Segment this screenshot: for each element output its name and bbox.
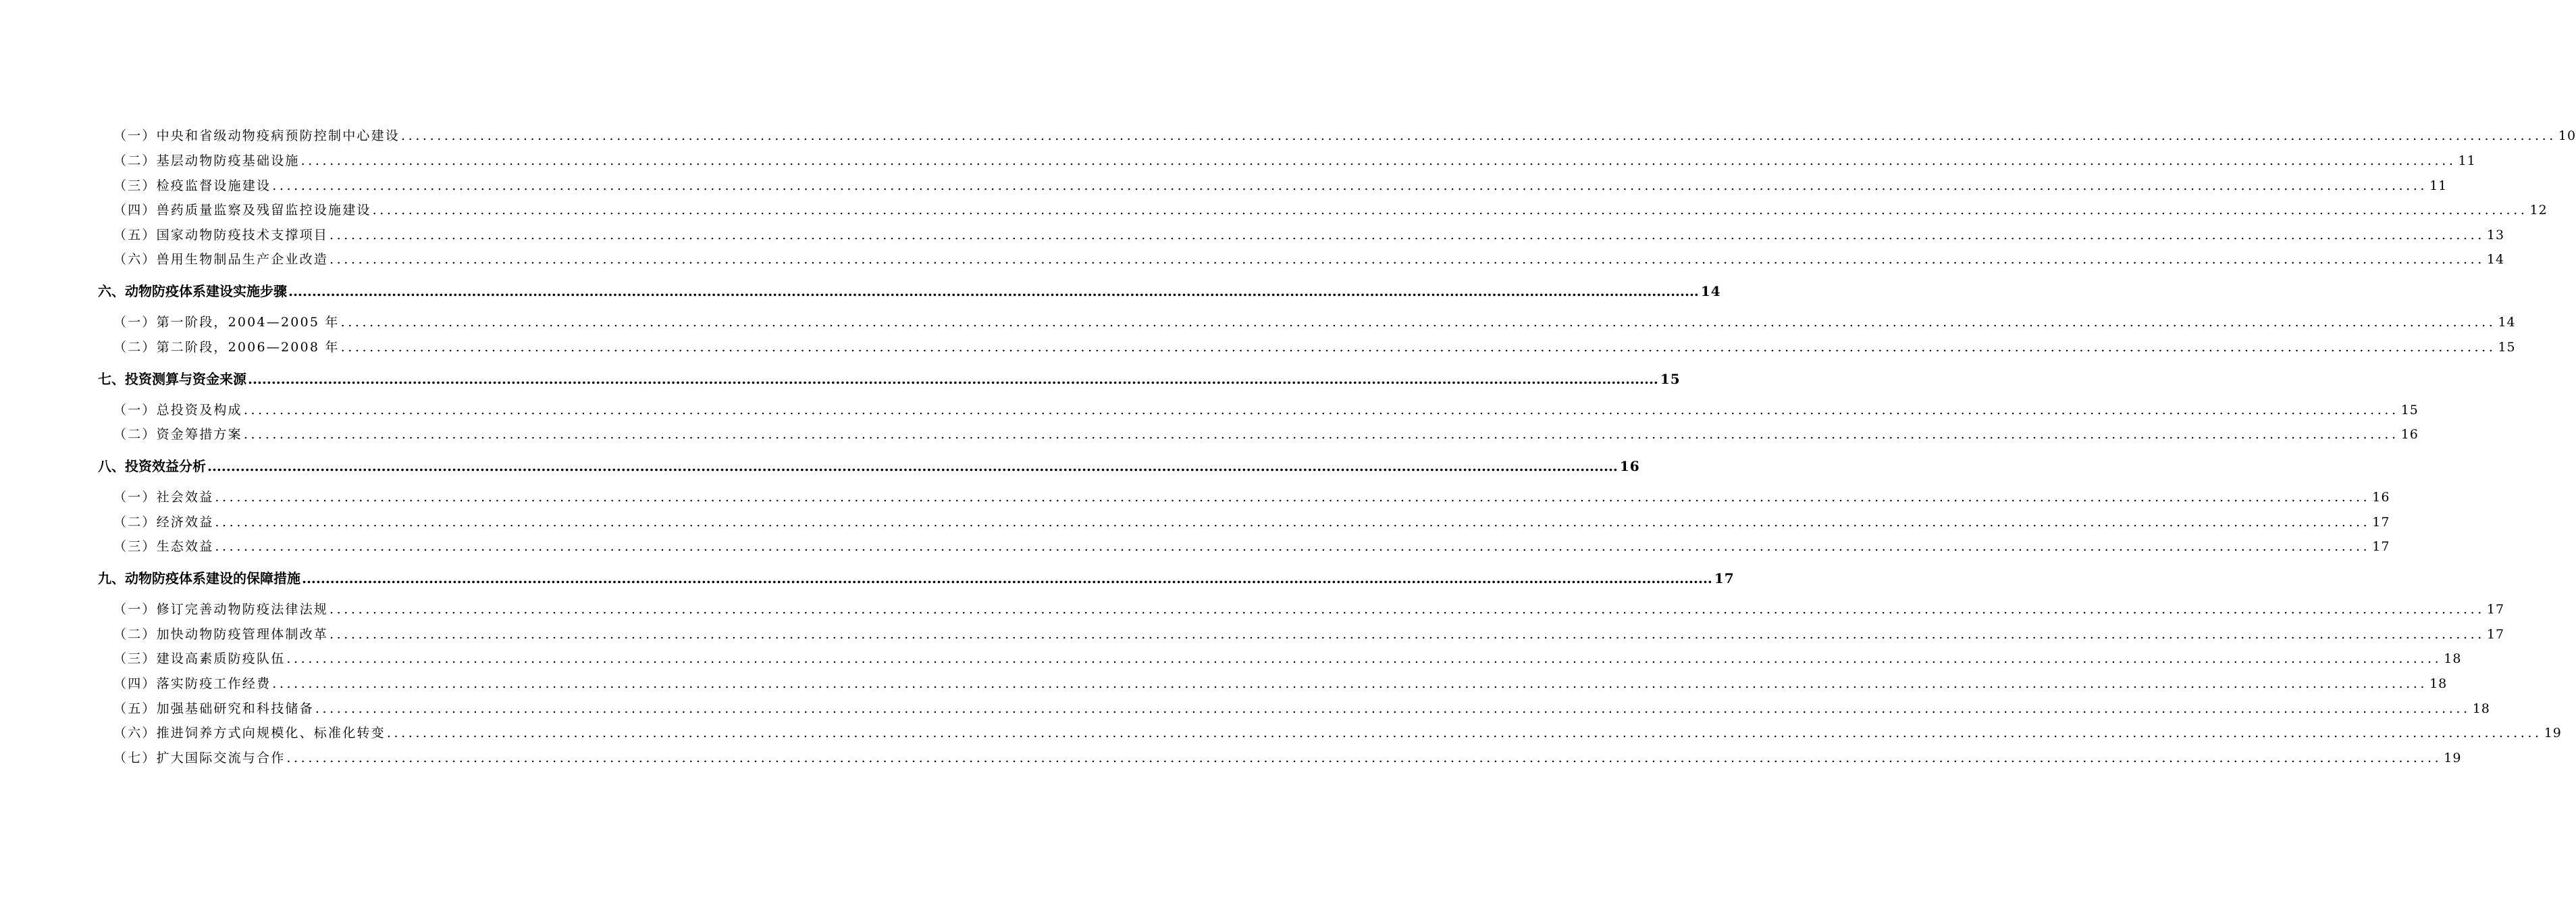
- toc-entry-page: 16: [2400, 427, 2419, 442]
- dot-leader: ............................................................................................................................................................................................................................................................................................................: [288, 283, 1699, 299]
- toc-entry-title: （二）基层动物防疫基础设施: [113, 153, 300, 168]
- toc-entry[interactable]: [113, 126, 2576, 144]
- dot-leader: ............................................................................................................................................................................................................................................................................................................: [386, 726, 2542, 740]
- toc-entry[interactable]: [113, 487, 2390, 505]
- toc-entry-title: （三）检疫监督设施建设: [113, 178, 271, 193]
- dot-leader: ............................................................................................................................................................................................................................................................................................................: [330, 252, 2485, 267]
- dot-leader: ............................................................................................................................................................................................................................................................................................................: [215, 539, 2371, 554]
- toc-entry[interactable]: [113, 748, 2462, 766]
- toc-entry[interactable]: [113, 337, 2516, 355]
- toc-entry-page: 12: [2529, 203, 2548, 218]
- toc-entry-page: 19: [2544, 726, 2562, 740]
- toc-entry-page: 14: [2486, 252, 2505, 267]
- toc-entry[interactable]: [113, 699, 2490, 717]
- toc-entry-page: 18: [2472, 701, 2490, 716]
- dot-leader: ............................................................................................................................................................................................................................................................................................................: [286, 651, 2442, 666]
- toc-entry-title: （四）兽药质量监察及残留监控设施建设: [113, 203, 371, 218]
- toc-entry-title: （七）扩大国际交流与合作: [113, 751, 286, 765]
- toc-section[interactable]: [98, 368, 1681, 388]
- toc-entry-page: 10: [2558, 128, 2576, 143]
- dot-leader: ............................................................................................................................................................................................................................................................................................................: [315, 701, 2471, 716]
- toc-section-title: 七、投资测算与资金来源: [98, 371, 246, 387]
- dot-leader: ............................................................................................................................................................................................................................................................................................................: [401, 128, 2556, 143]
- toc-section-title: 八、投资效益分析: [98, 458, 206, 474]
- toc-entry-title: （六）推进饲养方式向规模化、标准化转变: [113, 726, 386, 740]
- toc-entry[interactable]: [113, 151, 2476, 169]
- toc-entry-title: （二）经济效益: [113, 515, 214, 530]
- toc-entry-title: （三）建设高素质防疫队伍: [113, 651, 286, 666]
- toc-entry[interactable]: [113, 512, 2390, 530]
- toc-entry-title: （四）落实防疫工作经费: [113, 676, 271, 691]
- toc-entry-page: 17: [2372, 539, 2390, 554]
- toc-section-page: 17: [1714, 570, 1735, 586]
- dot-leader: ............................................................................................................................................................................................................................................................................................................: [207, 458, 1618, 474]
- toc-entry[interactable]: [113, 200, 2548, 218]
- dot-leader: ............................................................................................................................................................................................................................................................................................................: [248, 371, 1658, 387]
- toc-entry-page: 15: [2400, 403, 2419, 418]
- toc-entry[interactable]: [113, 723, 2562, 741]
- dot-leader: ............................................................................................................................................................................................................................................................................................................: [340, 315, 2496, 330]
- toc-entry-title: （一）社会效益: [113, 490, 214, 505]
- toc-entry-page: 15: [2498, 340, 2516, 355]
- toc-entry-page: 18: [2429, 676, 2448, 691]
- toc-entry[interactable]: [113, 176, 2448, 194]
- dot-leader: ............................................................................................................................................................................................................................................................................................................: [286, 751, 2442, 765]
- toc-section[interactable]: [98, 280, 1721, 300]
- dot-leader: ............................................................................................................................................................................................................................................................................................................: [215, 490, 2371, 505]
- toc-entry-page: 11: [2458, 153, 2476, 168]
- toc-entry-page: 13: [2486, 228, 2505, 243]
- dot-leader: ............................................................................................................................................................................................................................................................................................................: [243, 403, 2399, 418]
- toc-entry-title: （一）修订完善动物防疫法律法规: [113, 602, 329, 617]
- toc-entry-title: （五）国家动物防疫技术支撑项目: [113, 228, 329, 243]
- toc-section[interactable]: [98, 455, 1640, 475]
- toc-entry-page: 17: [2486, 602, 2505, 617]
- toc-entry-title: （三）生态效益: [113, 539, 214, 554]
- toc-entry-page: 18: [2444, 651, 2462, 666]
- dot-leader: ............................................................................................................................................................................................................................................................................................................: [340, 340, 2496, 355]
- toc-entry[interactable]: [113, 249, 2505, 268]
- toc-entry-title: （五）加强基础研究和科技储备: [113, 701, 314, 716]
- toc-entry-title: （一）第一阶段，2004—2005 年: [113, 315, 340, 330]
- dot-leader: ............................................................................................................................................................................................................................................................................................................: [330, 602, 2485, 617]
- toc-entry-title: （二）资金筹措方案: [113, 427, 242, 442]
- toc-entry-title: （二）加快动物防疫管理体制改革: [113, 627, 329, 642]
- dot-leader: ............................................................................................................................................................................................................................................................................................................: [272, 676, 2428, 691]
- toc-entry[interactable]: [113, 400, 2419, 418]
- dot-leader: ............................................................................................................................................................................................................................................................................................................: [272, 178, 2428, 193]
- toc-section[interactable]: [98, 568, 1735, 587]
- toc-entry[interactable]: [113, 312, 2516, 330]
- dot-leader: ............................................................................................................................................................................................................................................................................................................: [302, 570, 1712, 586]
- toc-entry[interactable]: [113, 599, 2505, 617]
- toc-entry[interactable]: [113, 624, 2505, 642]
- dot-leader: ............................................................................................................................................................................................................................................................................................................: [243, 427, 2399, 442]
- toc-entry-page: 19: [2444, 751, 2462, 765]
- dot-leader: ............................................................................................................................................................................................................................................................................................................: [330, 228, 2485, 243]
- dot-leader: ............................................................................................................................................................................................................................................................................................................: [372, 203, 2528, 218]
- toc-section-page: 14: [1700, 283, 1721, 299]
- toc-entry[interactable]: [113, 649, 2462, 667]
- toc-entry-title: （二）第二阶段，2006—2008 年: [113, 340, 340, 355]
- dot-leader: ............................................................................................................................................................................................................................................................................................................: [330, 627, 2485, 642]
- toc-entry-page: 11: [2429, 178, 2448, 193]
- toc-section-page: 16: [1619, 458, 1640, 474]
- toc-entry-page: 17: [2486, 627, 2505, 642]
- toc-entry-title: （一）中央和省级动物疫病预防控制中心建设: [113, 128, 400, 143]
- toc-entry[interactable]: [113, 674, 2448, 692]
- toc-entry-page: 14: [2498, 315, 2516, 330]
- toc-section-title: 六、动物防疫体系建设实施步骤: [98, 283, 287, 299]
- toc-entry-page: 16: [2372, 490, 2390, 505]
- dot-leader: ............................................................................................................................................................................................................................................................................................................: [215, 515, 2371, 530]
- dot-leader: ............................................................................................................................................................................................................................................................................................................: [300, 153, 2456, 168]
- toc-entry-title: （六）兽用生物制品生产企业改造: [113, 252, 329, 267]
- toc-entry[interactable]: [113, 536, 2390, 555]
- toc-entry-title: （一）总投资及构成: [113, 403, 242, 418]
- toc-section-page: 15: [1660, 371, 1681, 387]
- toc-section-title: 九、动物防疫体系建设的保障措施: [98, 570, 300, 586]
- toc-entry-page: 17: [2372, 515, 2390, 530]
- toc-entry[interactable]: [113, 424, 2419, 443]
- toc-entry[interactable]: [113, 225, 2505, 243]
